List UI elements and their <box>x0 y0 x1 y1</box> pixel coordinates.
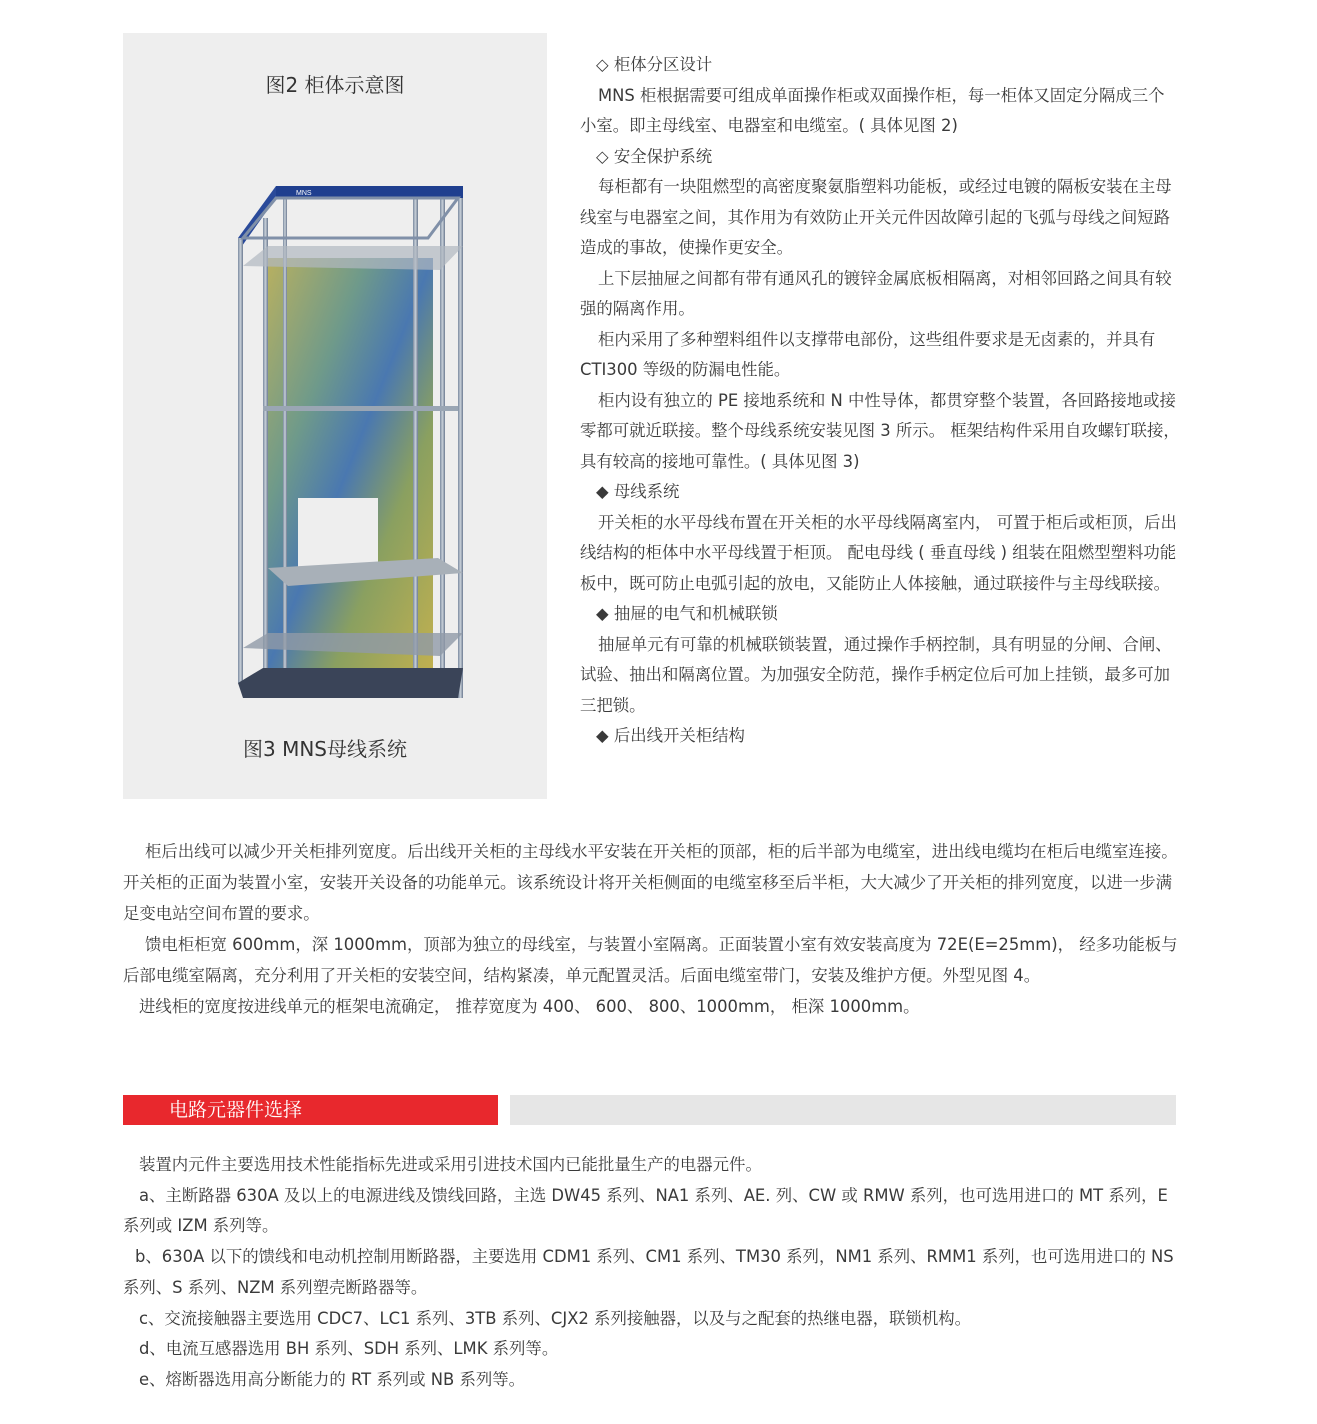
heading-safety: ◇ 安全保护系统 <box>596 146 713 166</box>
component-item-e: e、熔断器选用高分断能力的 RT 系列或 NB 系列等。 <box>139 1369 526 1389</box>
back-panel <box>268 258 433 668</box>
heading-interlock: ◆ 抽屉的电气和机械联锁 <box>596 604 778 623</box>
heading-rear-outlet: ◆ 后出线开关柜结构 <box>596 726 745 745</box>
component-item-d: d、电流互感器选用 BH 系列、SDH 系列、LMK 系列等。 <box>139 1339 559 1359</box>
para-busbar: 开关柜的水平母线布置在开关柜的水平母线隔离室内， 可置于柜后或柜顶，后出线结构的柜体中水平母线置于柜顶。 配电母线 ( 垂直母线 ) 组装在阻燃型塑料功能板中，既可防止电弧引起的放电，又能防止人体接触，通过联接件与主母线联接。 <box>580 512 1177 593</box>
para-rear-1: 柜后出线可以减少开关柜排列宽度。后出线开关柜的主母线水平安装在开关柜的顶部，柜的后半部为电缆室，进出线电缆均在柜后电缆室连接。开关柜的正面为装置小室，安装开关设备的功能单元。该系统设计将开关柜侧面的电缆室移至后半柜，大大减少了开关柜的排列宽度，以进一步满足变电站空间布置的要求。 <box>123 842 1178 923</box>
components-intro: 装置内元件主要选用技术性能指标先进或采用引进技术国内已能批量生产的电器元件。 <box>139 1155 762 1174</box>
para-rear-2: 馈电柜柜宽 600mm，深 1000mm，顶部为独立的母线室，与装置小室隔离。正面装置小室有效安装高度为 72E(E=25mm)， 经多功能板与后部电缆室隔离，充分利用了开关柜的安装空间，结构紧凑，单元配置灵活。后面电缆室带门，安装及维护方便。外型见图 4。 <box>123 935 1178 985</box>
right-column <box>580 50 1180 752</box>
components-body <box>123 1150 1179 1396</box>
brand-label: MNS <box>296 190 312 197</box>
component-item-c: c、交流接触器主要选用 CDC7、LC1 系列、3TB 系列、CJX2 系列接触器，以及与之配套的热继电器，联锁机构。 <box>139 1308 972 1328</box>
heading-partition: ◇ 柜体分区设计 <box>596 55 713 74</box>
para-rear-3: 进线柜的宽度按进线单元的框架电流确定， 推荐宽度为 400、 600、 800、1000mm， 柜深 1000mm。 <box>139 997 920 1016</box>
figure-panel <box>123 33 547 799</box>
para-partition: MNS 柜根据需要可组成单面操作柜或双面操作柜，每一柜体又固定分隔成三个小室。即主母线室、电器室和电缆室。( 具体见图 2) <box>580 85 1165 135</box>
heading-busbar: ◆ 母线系统 <box>596 482 680 501</box>
section-header-gray <box>510 1095 1176 1125</box>
component-item-b: b、630A 以下的馈线和电动机控制用断路器，主要选用 CDM1 系列、CM1 系列、TM30 系列，NM1 系列、RMM1 系列，也可选用进口的 NS 系列、S 系列、NZM 系列塑壳断路器等。 <box>123 1247 1174 1297</box>
component-item-a: a、主断路器 630A 及以上的电源进线及馈线回路，主选 DW45 系列、NA1 系列、AE. 列、CW 或 RMW 系列，也可选用进口的 MT 系列，E 系列或 IZM 系列等。 <box>123 1185 1168 1236</box>
section-header-red <box>123 1095 498 1125</box>
para-safety-3: 柜内采用了多种塑料组件以支撑带电部份，这些组件要求是无卤素的，并具有 CTI300 等级的防漏电性能。 <box>580 329 1156 379</box>
para-safety-1: 每柜都有一块阻燃型的高密度聚氨脂塑料功能板，或经过电镀的隔板安装在主母线室与电器室之间，其作用为有效防止开关元件因故障引起的飞弧与母线之间短路造成的事故，使操作更安全。 <box>580 177 1172 257</box>
figure-2-title: 图2 柜体示意图 <box>265 73 405 97</box>
para-safety-2: 上下层抽屉之间都有带有通风孔的镀锌金属底板相隔离，对相邻回路之间具有较强的隔离作用。 <box>580 268 1172 318</box>
section-title: 电路元器件选择 <box>169 1099 303 1121</box>
figure-3-caption: 图3 MNS母线系统 <box>243 737 407 761</box>
para-interlock: 抽屉单元有可靠的机械联锁装置，通过操作手柄控制，具有明显的分闸、合闸、试验、抽出和隔离位置。为加强安全防范，操作手柄定位后可加上挂锁，最多可加三把锁。 <box>580 634 1172 715</box>
cabinet-image <box>228 178 463 708</box>
rear-outlet-body <box>123 836 1179 1022</box>
para-safety-4: 柜内设有独立的 PE 接地系统和 N 中性导体，都贯穿整个装置，各回路接地或接零都可就近联接。整个母线系统安装见图 3 所示。 框架结构件采用自攻螺钉联接，具有较高的接地可靠性。( 具体见图 3) <box>580 390 1180 471</box>
